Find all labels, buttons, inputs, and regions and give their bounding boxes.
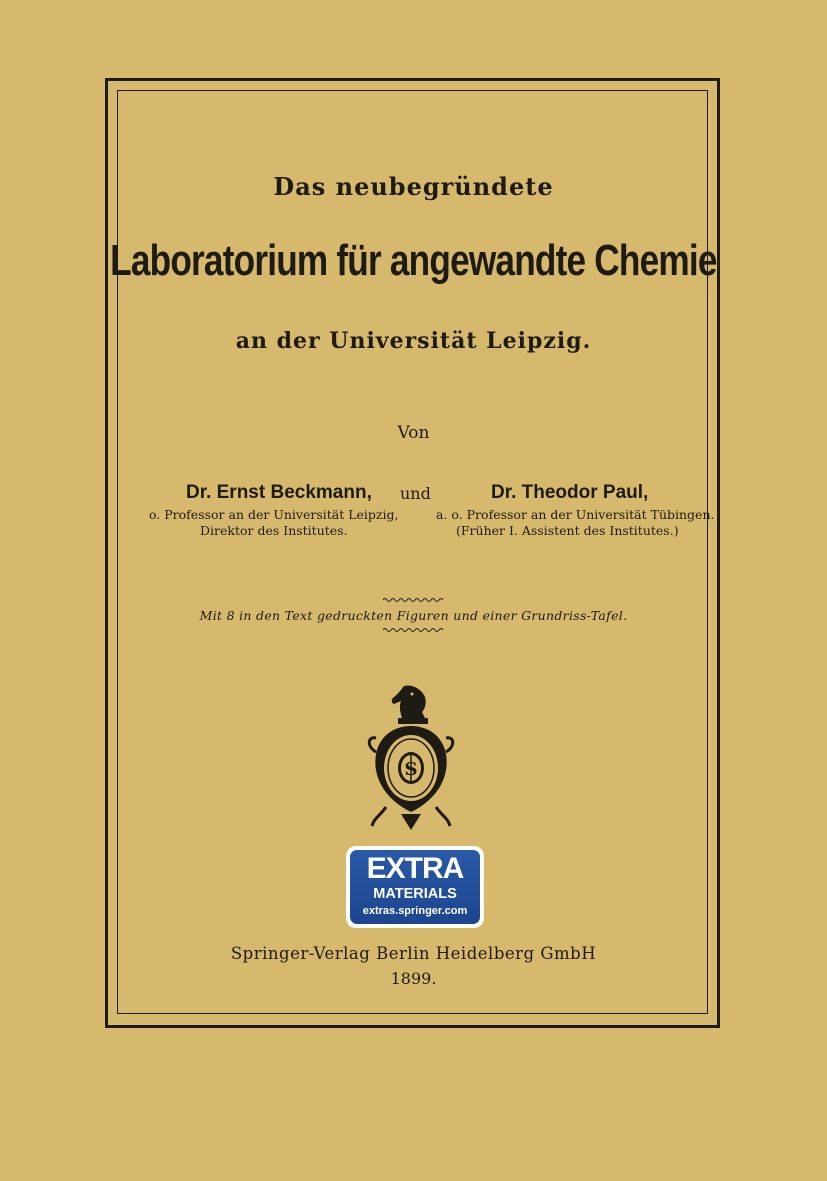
and-label: und (400, 484, 431, 503)
author-title: o. Professor an der Universität Leipzig, (149, 507, 399, 522)
badge-panel (350, 850, 480, 924)
title-line-3: an der Universität Leipzig. (235, 328, 592, 354)
badge-subtitle: MATERIALS (373, 886, 457, 902)
figures-note: Mit 8 in den Text gedruckten Figuren und einer Grundriss-Tafel. (199, 608, 628, 623)
publisher-name: Springer-Verlag Berlin Heidelberg GmbH (230, 944, 597, 963)
badge-title: EXTRA (366, 852, 464, 885)
extra-materials-badge[interactable] (346, 846, 484, 928)
springer-knight-logo-icon (366, 682, 456, 832)
author-name: Dr. Theodor Paul, (491, 482, 649, 503)
author-title: a. o. Professor an der Universität Tübingen. (436, 507, 715, 522)
publication-year: 1899. (390, 969, 437, 988)
wavy-rule-top (383, 597, 445, 603)
wavy-rule-bottom (383, 627, 445, 633)
author-name: Dr. Ernst Beckmann, (186, 482, 372, 503)
author-role: Direktor des Institutes. (200, 523, 348, 538)
title-line-1: Das neubegründete (273, 172, 554, 201)
title-main: Laboratorium für angewandte Chemie (110, 236, 717, 285)
author-role: (Früher I. Assistent des Institutes.) (456, 523, 679, 538)
badge-url: extras.springer.com (362, 905, 468, 917)
by-label: Von (397, 423, 430, 443)
svg-text:S: S (404, 759, 418, 780)
